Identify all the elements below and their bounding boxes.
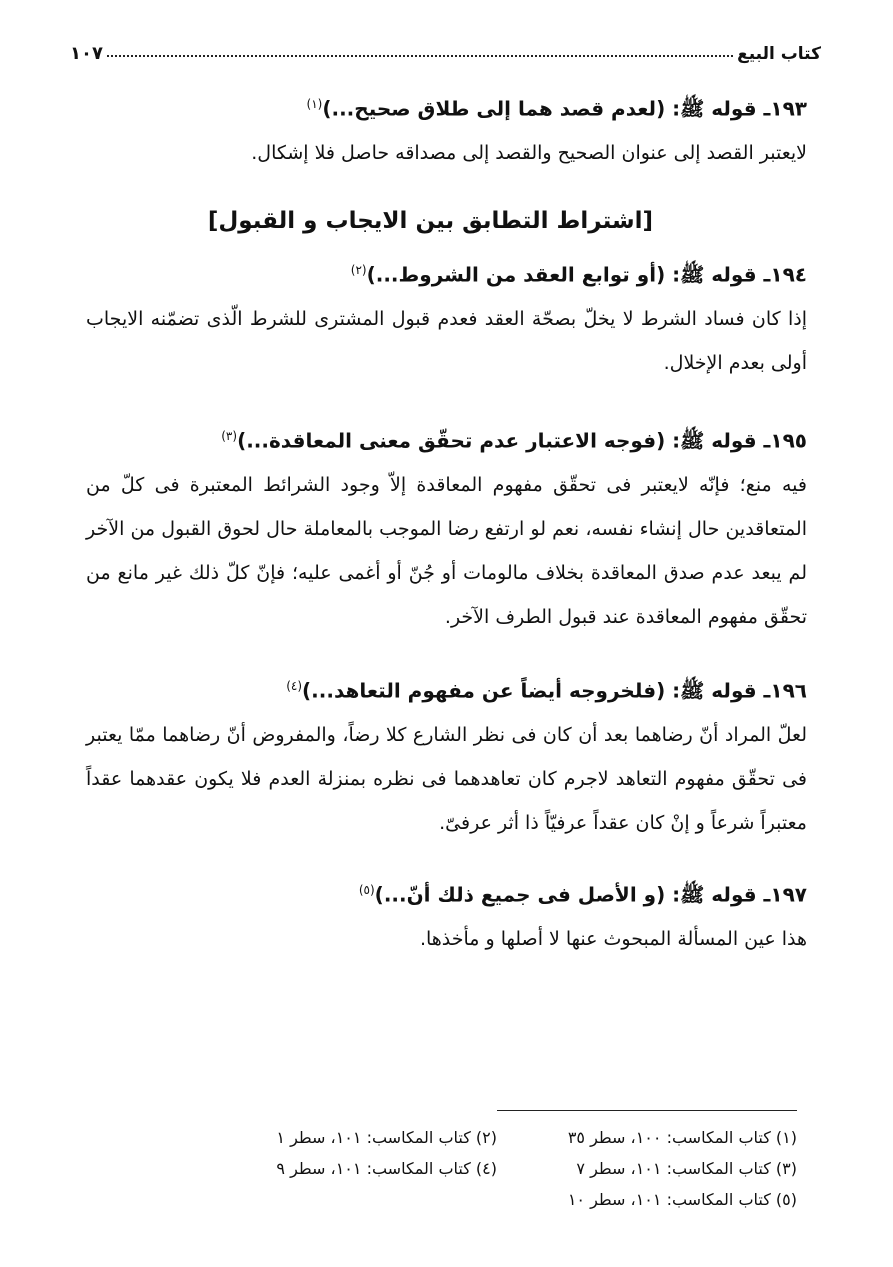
entry-heading (86, 248, 807, 297)
entry-heading (86, 664, 807, 713)
footnote-4: (٤) كتاب المكاسب: ١٠١، سطر ٩ (276, 1159, 497, 1178)
entry-196 (86, 664, 807, 845)
entry-193 (86, 82, 807, 175)
section-title: [اشتراط التطابق بين الايجاب و القبول] (207, 208, 653, 234)
entry-body: لعلّ المراد أنّ رضاهما بعد أن كان فى نظر الشارع كلا رضاً، والمفروض أنّ رضاهما ممّا يعتبر فى تحقّق مفهوم التعاهد لاجرم كان تعاهدهما فى نظره بمنزلة العدم فلا يكون عقدهما عقداً معتبراً شرعاً و إنْ كان عقداً عرفيّاً ذا أثر عرفىّ. (86, 723, 807, 834)
entry-body: فيه منع؛ فإنّه لايعتبر فى تحقّق مفهوم المعاقدة إلاّ وجود الشرائط المعتبرة فى كلّ من المتعاقدين حال إنشاء نفسه، نعم لو ارتفع رضا الموجب بالمعاملة حال لحوق القبول من الآخر لم يبعد عدم صدق المعاقدة بخلاف مالومات أو جُنّ أو أغمى عليه؛ فإنّ كلّ ذلك غير مانع من تحقّق مفهوم المعاقدة عند قبول الطرف الآخر. (86, 473, 807, 628)
running-header-book-title: كتاب البيع (737, 44, 821, 64)
entry-number: ١٩٣ (770, 96, 807, 121)
footnote-marker: (٥) (358, 883, 375, 897)
entry-heading-text: ـ قوله ﷺ: (لعدم قصد هما إلى طلاق صحيح...) (322, 96, 771, 121)
entry-number: ١٩٥ (770, 428, 807, 453)
footnote-row (197, 1122, 797, 1153)
footnote-marker: (٣) (221, 429, 238, 443)
entry-195 (86, 414, 807, 639)
entry-heading-text: ـ قوله ﷺ: (فلخروجه أيضاً عن مفهوم التعاهد...) (302, 678, 771, 703)
entry-body: لايعتبر القصد إلى عنوان الصحيح والقصد إلى مصداقه حاصل فلا إشكال. (251, 141, 807, 164)
footnote-5: (٥) كتاب المكاسب: ١٠١، سطر ١٠ (567, 1190, 797, 1209)
entry-197 (86, 868, 807, 961)
footnote-3: (٣) كتاب المكاسب: ١٠١، سطر ٧ (576, 1159, 797, 1178)
footnote-marker: (٢) (350, 263, 367, 277)
entry-body: إذا كان فساد الشرط لا يخلّ بصحّة العقد فعدم قبول المشترى للشرط الّذى تضمّنه الايجاب أولى بعدم الإخلال. (86, 307, 807, 374)
footnote-row (197, 1153, 797, 1184)
footnote-row (197, 1184, 797, 1215)
entry-number: ١٩٧ (770, 882, 807, 907)
entry-number: ١٩٤ (770, 262, 807, 287)
footnote-marker: (٤) (286, 679, 303, 693)
footnote-marker: (١) (306, 97, 323, 111)
entry-heading (86, 414, 807, 463)
entry-heading-text: ـ قوله ﷺ: (أو توابع العقد من الشروط...) (366, 262, 771, 287)
entry-heading (86, 82, 807, 131)
dotted-leader (107, 55, 733, 57)
entry-194 (86, 248, 807, 385)
page-number: ١٠٧ (70, 43, 103, 64)
footnote-2: (٢) كتاب المكاسب: ١٠١، سطر ١ (276, 1128, 497, 1147)
footnotes (197, 1122, 797, 1215)
footnote-separator (497, 1110, 797, 1111)
entry-heading-text: ـ قوله ﷺ: (و الأصل فى جميع ذلك أنّ...) (374, 882, 771, 907)
footnote-1: (١) كتاب المكاسب: ١٠٠، سطر ٣٥ (567, 1128, 797, 1147)
entry-heading-text: ـ قوله ﷺ: (فوجه الاعتبار عدم تحقّق معنى المعاقدة...) (237, 428, 771, 453)
entry-heading (86, 868, 807, 917)
entry-body: هذا عين المسألة المبحوث عنها لا أصلها و مأخذها. (419, 927, 807, 950)
running-header (70, 34, 821, 64)
entry-number: ١٩٦ (770, 678, 807, 703)
